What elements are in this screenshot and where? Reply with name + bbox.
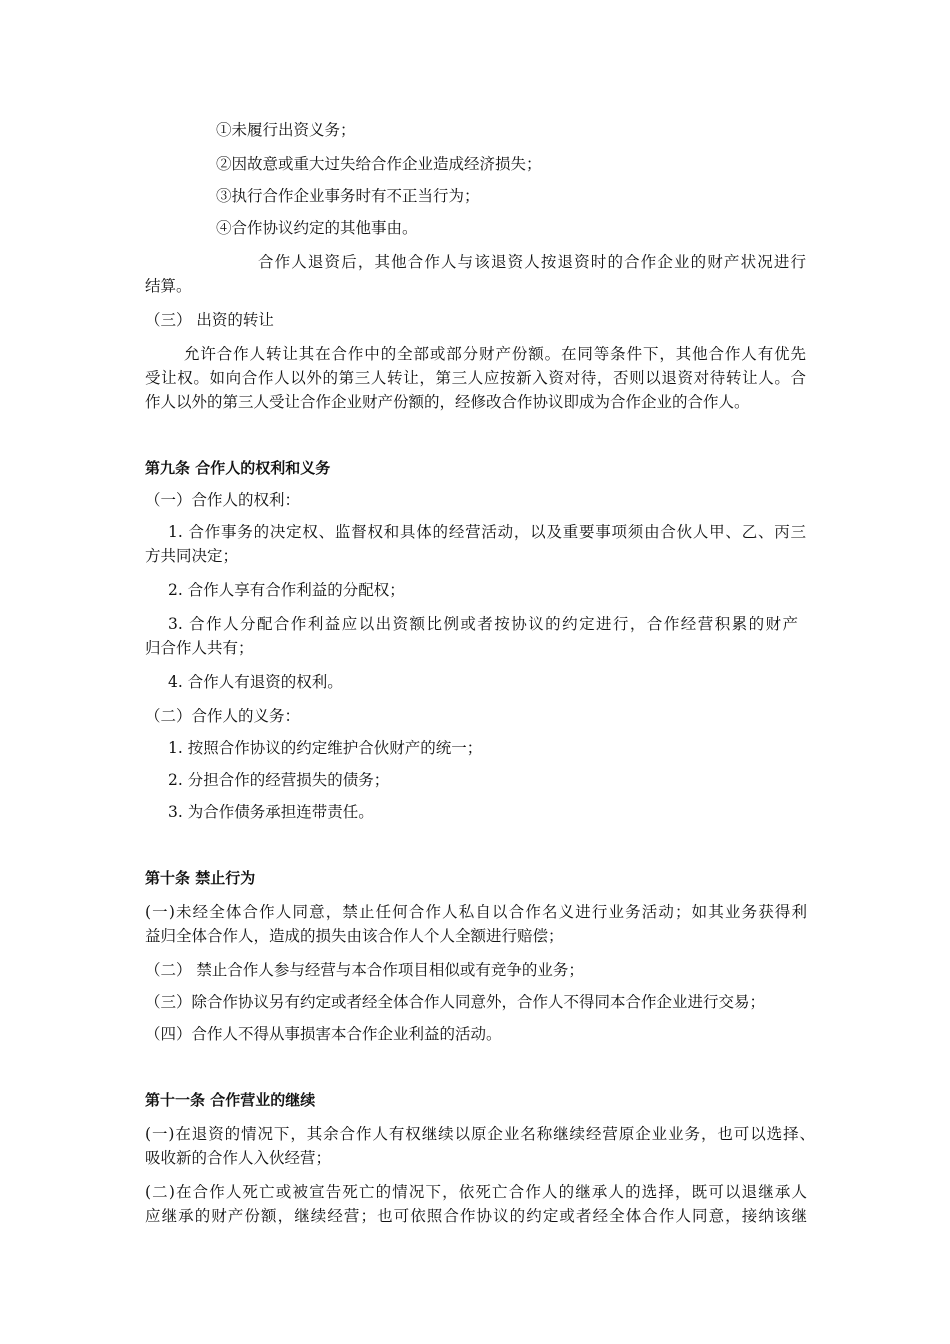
right-1-line-1: 1. 合作事务的决定权、监督权和具体的经营活动，以及重要事项须由合伙人甲、乙、丙三 [168, 523, 806, 541]
continuation-1-line-2: 吸收新的合作人入伙经营； [145, 1149, 332, 1167]
transfer-heading: （三） 出资的转让 [145, 311, 274, 329]
transfer-line-3: 作人以外的第三人受让合作企业财产份额的，经修改合作协议即成为合作企业的合作人。 [145, 393, 750, 411]
transfer-line-2: 受让权。如向合作人以外的第三人转让，第三人应按新入资对待，否则以退资对待转让人。合 [145, 369, 806, 387]
right-1-line-2: 方共同决定； [145, 547, 239, 565]
transfer-line-1: 允许合作人转让其在合作中的全部或部分财产份额。在同等条件下，其他合作人有优先 [184, 345, 806, 363]
right-2: 2. 合作人享有合作利益的分配权； [168, 581, 405, 599]
duty-1: 1. 按照合作协议的约定维护合伙财产的统一； [168, 739, 483, 757]
right-4: 4. 合作人有退资的权利。 [168, 673, 343, 691]
section-10-title: 第十条 禁止行为 [145, 869, 256, 887]
prohibition-1-line-1: (一)未经全体合作人同意，禁止任何合作人私自以合作名义进行业务活动；如其业务获得利 [145, 903, 807, 921]
section-11-title: 第十一条 合作营业的继续 [145, 1091, 316, 1109]
right-3-line-2: 归合作人共有； [145, 639, 254, 657]
section-9-title: 第九条 合作人的权利和义务 [145, 459, 331, 477]
withdraw-item-2: ②因故意或重大过失给合作企业造成经济损失； [216, 155, 542, 173]
continuation-2-line-2: 应继承的财产份额，继续经营；也可依照合作协议的约定或者经全体合作人同意，接纳该继 [145, 1207, 807, 1225]
duties-heading: （二）合作人的义务： [145, 707, 301, 725]
settlement-line-2: 结算。 [145, 277, 192, 295]
duty-3: 3. 为合作债务承担连带责任。 [168, 803, 374, 821]
prohibition-3: （三）除合作协议另有约定或者经全体合作人同意外，合作人不得同本合作企业进行交易； [145, 993, 766, 1011]
withdraw-item-3: ③执行合作企业事务时有不正当行为； [216, 187, 480, 205]
continuation-2-line-1: (二)在合作人死亡或被宣告死亡的情况下，依死亡合作人的继承人的选择，既可以退继承人 [145, 1183, 807, 1201]
duty-2: 2. 分担合作的经营损失的债务； [168, 771, 390, 789]
prohibition-4: （四）合作人不得从事损害本合作企业利益的活动。 [145, 1025, 502, 1043]
prohibition-1-line-2: 益归全体合作人，造成的损失由该合作人个人全额进行赔偿； [145, 927, 564, 945]
rights-heading: （一）合作人的权利： [145, 491, 301, 509]
right-3-line-1: 3. 合作人分配合作利益应以出资额比例或者按协议的约定进行，合作经营积累的财产 [168, 615, 798, 633]
prohibition-2: （二） 禁止合作人参与经营与本合作项目相似或有竞争的业务； [145, 961, 584, 979]
settlement-line-1: 合作人退资后，其他合作人与该退资人按退资时的合作企业的财产状况进行 [258, 253, 806, 271]
withdraw-item-4: ④合作协议约定的其他事由。 [216, 219, 418, 237]
continuation-1-line-1: (一)在退资的情况下，其余合作人有权继续以原企业名称继续经营原企业业务，也可以选择、 [145, 1125, 815, 1143]
withdraw-item-1: ①未履行出资义务； [216, 121, 356, 139]
